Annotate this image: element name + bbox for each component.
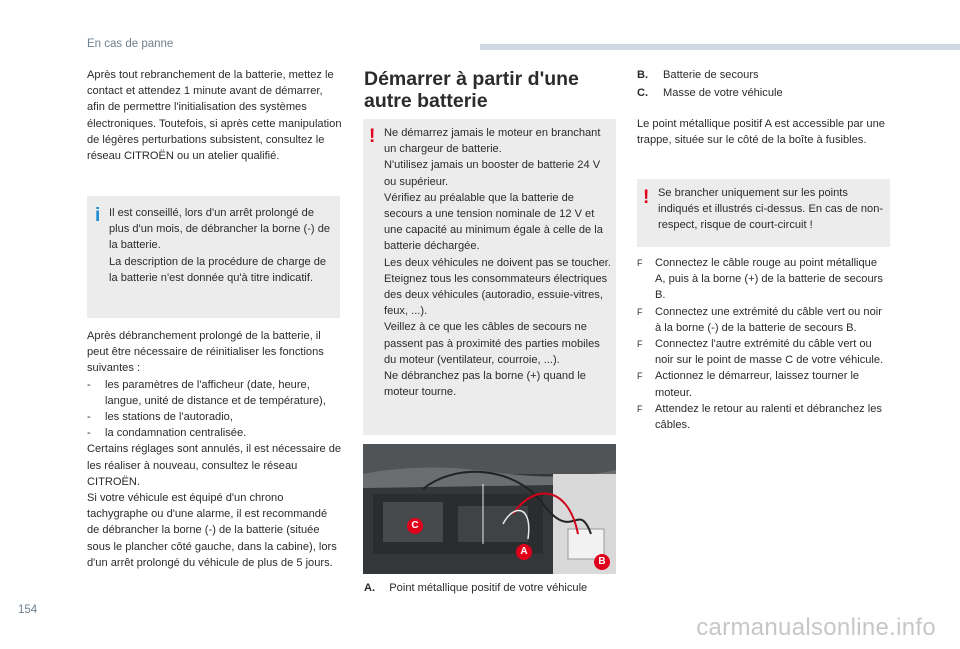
info-line-1: Il est conseillé, lors d'un arrêt prolongé de plus d'un mois, de débrancher la borne (-) de la batterie. — [109, 207, 331, 252]
warning-icon: ! — [643, 187, 650, 208]
caption-a: A. Point métallique positif de votre véhicule — [364, 582, 588, 594]
label-a-marker: A — [516, 544, 532, 560]
legend-list — [637, 67, 887, 101]
step-item: F Connectez le câble rouge au point métallique A, puis à la borne (+) de la batterie de secours B. — [637, 257, 883, 302]
info-icon: i — [95, 205, 101, 226]
section-header: En cas de panne — [87, 38, 174, 50]
right-para: Le point métallique positif A est accessible par une trappe, située sur le côté de la boîte à fusibles. — [637, 118, 885, 147]
steps-list — [637, 255, 889, 433]
reset-intro: Après débranchement prolongé de la batterie, il peut être nécessaire de réinitialiser les fonctions suivantes : — [87, 330, 324, 375]
legend-item: B. Batterie de secours — [637, 69, 759, 81]
left-para-4: Si votre véhicule est équipé d'un chrono tachygraphe ou d'une alarme, il est recommandé de débrancher la borne (-) de la batterie (située sous le plancher côté gauche, dans la cabine), lors d'un arrêt prolongé du véhicule de plus de 5 jours. — [87, 492, 337, 569]
step-item: F Connectez l'autre extrémité du câble vert ou noir sur le point de masse C de votre véhicule. — [637, 338, 884, 367]
warning-box — [363, 119, 616, 435]
left-para-2 — [87, 328, 342, 571]
legend-item: C. Masse de votre véhicule — [637, 87, 783, 100]
label-c-marker: C — [407, 518, 423, 534]
right-warning-text: Se brancher uniquement sur les points indiqués et illustrés ci-dessus. En cas de non-respect, risque de court-circuit ! — [658, 187, 884, 232]
step-item: F Connectez une extrémité du câble vert ou noir à la borne (-) de la batterie de secours B. — [637, 305, 882, 334]
header-bar — [480, 44, 960, 50]
left-para-1: Après tout rebranchement de la batterie, mettez le contact et attendez 1 minute avant de démarrer, afin de permettre l'initialisation des systèmes électroniques. Toutefois, si après cette manipulation de légères perturbations subsistent, consultez le réseau CITROËN ou un atelier qualifié. — [87, 69, 342, 163]
info-line-2: La description de la procédure de charge de la batterie n'est donnée qu'à titre indicatif. — [109, 255, 327, 284]
list-item: - les stations de l'autoradio, — [87, 411, 233, 424]
warning-text: Ne démarrez jamais le moteur en branchant un chargeur de batterie. N'utilisez jamais un booster de batterie 24 V ou supérieur. Vérifiez au préalable que la batterie de secours a une tension nominale de 12 V et une capacité au minimum égale à celle de la batterie déchargée. Les deux véhicules ne doivent pas se toucher. Eteignez tous les consommateurs électriques des deux véhicules (autoradio, essuie-vitres, feux, ...). Veillez à ce que les câbles de secours ne passent pas à proximité des parties mobiles du moteur (ventilateur, courroie, ...). Ne débranchez pas la borne (+) quand le moteur tourne. — [384, 127, 611, 399]
right-warning-box — [637, 179, 890, 247]
page-number: 154 — [18, 604, 38, 616]
list-item: - la condamnation centralisée. — [87, 427, 247, 440]
list-item: - les paramètres de l'afficheur (date, heure, langue, unité de distance et de température), — [87, 378, 326, 407]
left-para-3: Certains réglages sont annulés, il est nécessaire de les réaliser à nouveau, consultez le réseau CITROËN. — [87, 443, 342, 488]
info-text — [109, 205, 337, 286]
engine-bay-photo — [363, 444, 616, 574]
section-title: Démarrer à partir d'une autre batterie — [364, 68, 579, 112]
step-item: F Actionnez le démarreur, laissez tourner le moteur. — [637, 370, 860, 399]
step-item: F Attendez le retour au ralenti et débranchez les câbles. — [637, 402, 882, 432]
engine-bay-illustration — [363, 444, 616, 574]
watermark: carmanualsonline.info — [696, 614, 936, 641]
label-b-marker: B — [594, 554, 610, 570]
info-box — [87, 196, 340, 318]
warning-icon: ! — [369, 126, 376, 147]
